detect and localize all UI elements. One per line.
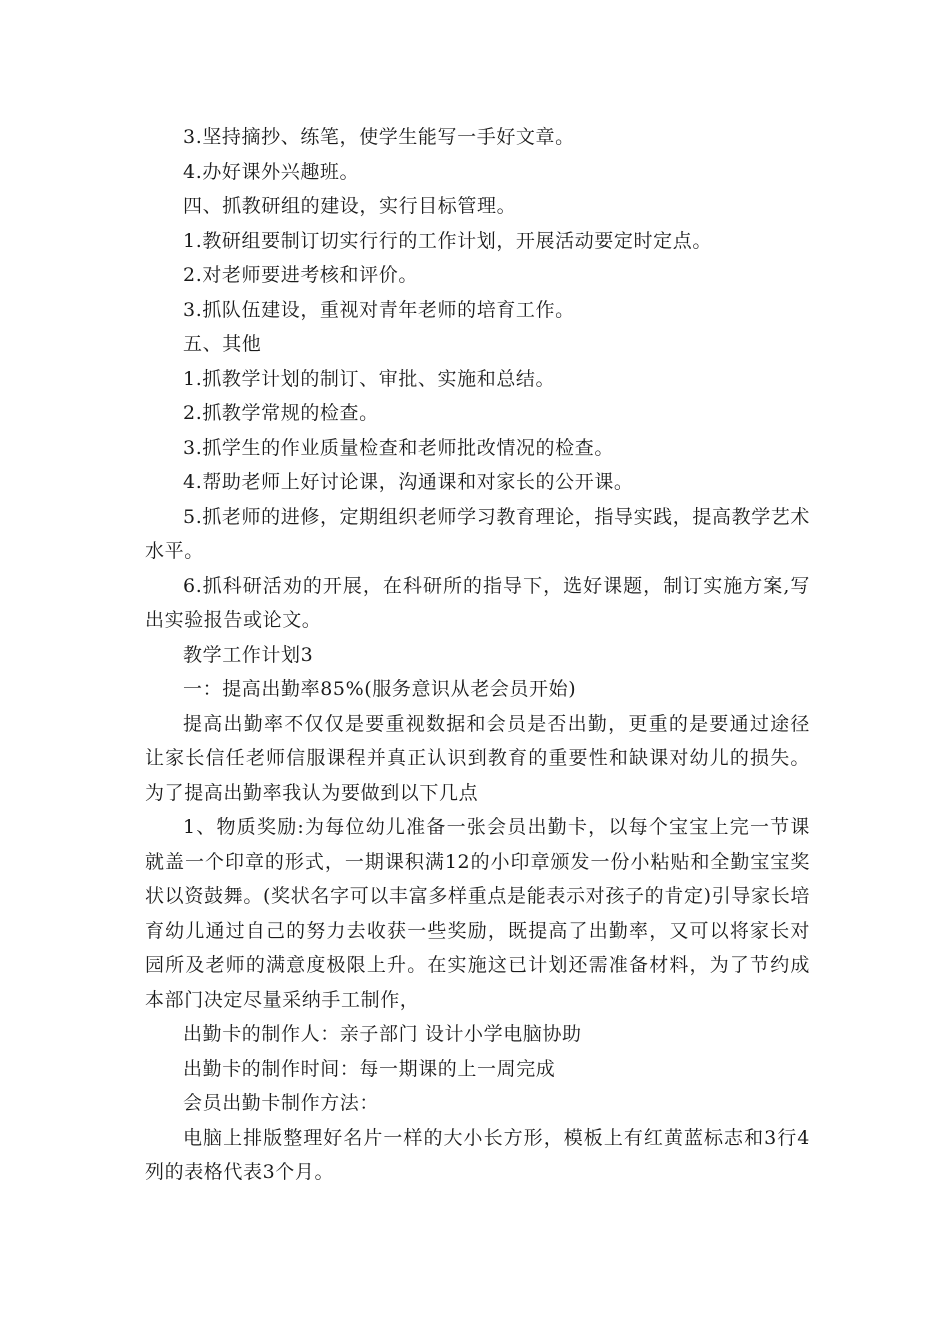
- paragraph: 3.坚持摘抄、练笔，使学生能写一手好文章。: [183, 126, 575, 148]
- paragraph: 3.抓学生的作业质量检查和老师批改情况的检查。: [183, 436, 614, 459]
- paragraph: 出勤卡的制作人：亲子部门 设计小学电脑协助: [183, 1023, 582, 1045]
- paragraph: 提高出勤率不仅仅是要重视数据和会员是否出勤，更重的是要通过途径让家长信任老师信服课程并真正认识到教育的重要性和缺课对幼儿的损失。为了提高出勤率我认为要做到以下几点: [145, 712, 810, 804]
- document-body: [145, 120, 810, 1190]
- paragraph: 出勤卡的制作时间：每一期课的上一周完成: [183, 1057, 556, 1080]
- paragraph: 1、物质奖励:为每位幼儿准备一张会员出勤卡，以每个宝宝上完一节课就盖一个印章的形式，一期课积满12的小印章颁发一份小粘贴和全勤宝宝奖状以资鼓舞。(奖状名字可以丰富多样重点是能表示对孩子的肯定)引导家长培育幼儿通过自己的努力去收获一些奖励，既提高了出勤率，又可以将家长对园所及老师的满意度极限上升。在实施这已计划还需准备材料，为了节约成本部门决定尽量采纳手工制作，: [145, 816, 810, 1011]
- paragraph: 2.对老师要进考核和评价。: [183, 264, 418, 286]
- paragraph: 1.教研组要制订切实行行的工作计划，开展活动要定时定点。: [183, 229, 712, 252]
- paragraph: 电脑上排版整理好名片一样的大小长方形，模板上有红黄蓝标志和3行4列的表格代表3个月。: [145, 1126, 810, 1183]
- paragraph: 1.抓教学计划的制订、审批、实施和总结。: [183, 367, 556, 390]
- paragraph: 4.帮助老师上好讨论课，沟通课和对家长的公开课。: [183, 471, 634, 493]
- paragraph: 3.抓队伍建设，重视对青年老师的培育工作。: [183, 298, 575, 321]
- section-heading: 四、抓教研组的建设，实行目标管理。: [183, 195, 517, 217]
- paragraph: 2.抓教学常规的检查。: [183, 402, 379, 424]
- paragraph: 5.抓老师的进修，定期组织老师学习教育理论，指导实践，提高教学艺术水平。: [145, 505, 810, 562]
- paragraph: 会员出勤卡制作方法：: [183, 1092, 380, 1114]
- section-heading: 一：提高出勤率85%(服务意识从老会员开始): [183, 678, 577, 700]
- paragraph: 4.办好课外兴趣班。: [183, 160, 360, 183]
- section-title: 教学工作计划3: [183, 643, 314, 666]
- paragraph: 6.抓科研活劝的开展，在科研所的指导下，选好课题，制订实施方案,写出实验报告或论文。: [145, 574, 810, 631]
- section-heading: 五、其他: [183, 333, 262, 355]
